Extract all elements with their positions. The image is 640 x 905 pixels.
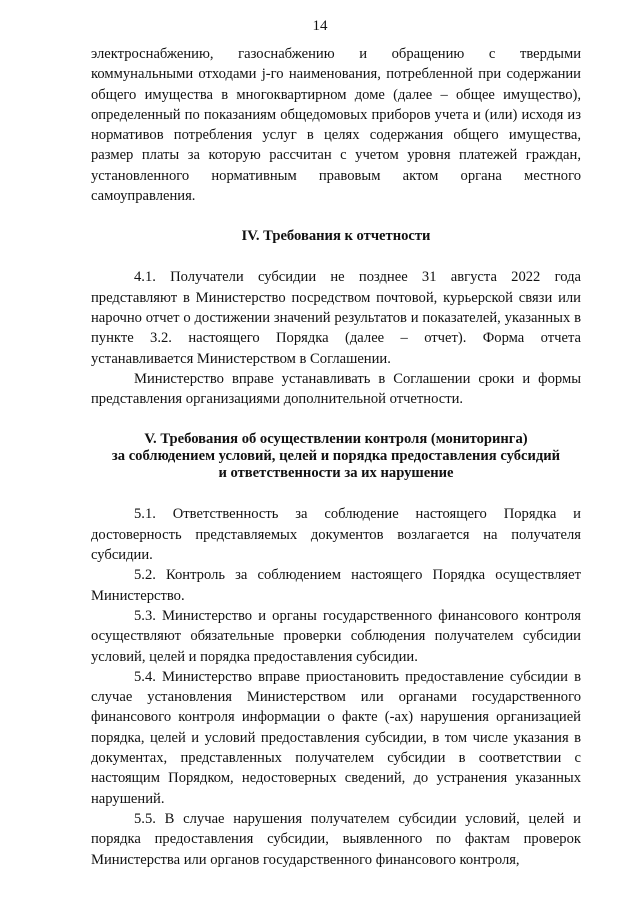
section-5-heading	[91, 431, 581, 482]
section-5-heading-line-1: V. Требования об осуществлении контроля (мониторинга)	[144, 431, 528, 448]
paragraph-5-3: 5.3. Министерство и органы государственного финансового контроля осуществляют обязательные проверки соблюдения получателем субсидии условий, целей и порядка предоставления субсидии.	[91, 607, 581, 665]
paragraph-5-4: 5.4. Министерство вправе приостановить предоставление субсидии в случае установления Министерством или органами государственного финансового контроля информации о факте (-ах) нарушения организацией порядка, целей и условий предоставления субсидии, в том числе указания в документах, представленных получателем субсидии в соответствии с настоящим Порядком, недостоверных сведений, до устранения указанных нарушений.	[91, 668, 581, 807]
section-5-heading-line-3: и ответственности за их нарушение	[218, 465, 454, 482]
page-number: 14	[312, 18, 328, 34]
paragraph-5-5: 5.5. В случае нарушения получателем субсидии условий, целей и порядка предоставления субсидии, выявленного по фактам проверок Министерства или органов государственного финансового контроля,	[91, 810, 581, 868]
paragraph-5-2: 5.2. Контроль за соблюдением настоящего Порядка осуществляет Министерство.	[91, 567, 581, 604]
section-5-heading-line-2: за соблюдением условий, целей и порядка предоставления субсидий	[111, 448, 561, 465]
paragraph-4-2: Министерство вправе устанавливать в Соглашении сроки и формы представления организациями дополнительной отчетности.	[91, 370, 581, 408]
document-body	[91, 44, 581, 870]
section-4-heading: IV. Требования к отчетности	[241, 228, 431, 245]
paragraph-4-1: 4.1. Получатели субсидии не позднее 31 августа 2022 года представляют в Министерство посредством почтовой, курьерской связи или нарочно отчет о достижении значений результатов и показателей, указанных в пункте 3.2. настоящего Порядка (далее – отчет). Форма отчета устанавливается Министерством в Соглашении.	[91, 269, 581, 367]
intro-paragraph: электроснабжению, газоснабжению и обращению с твердыми коммунальными отходами j-го наименования, потребленной при содержании общего имущества в многоквартирном доме (далее – общее имущество), определенный по показаниям общедомовых приборов учета и (или) исходя из нормативов потребления услуг в целях содержания общего имущества, размер платы за которую рассчитан с учетом уровня платежей граждан, установленного нормативным правовым актом органа местного самоуправления.	[91, 46, 581, 205]
paragraph-5-1: 5.1. Ответственность за соблюдение настоящего Порядка и достоверность представляемых документов возлагается на получателя субсидии.	[91, 506, 581, 564]
